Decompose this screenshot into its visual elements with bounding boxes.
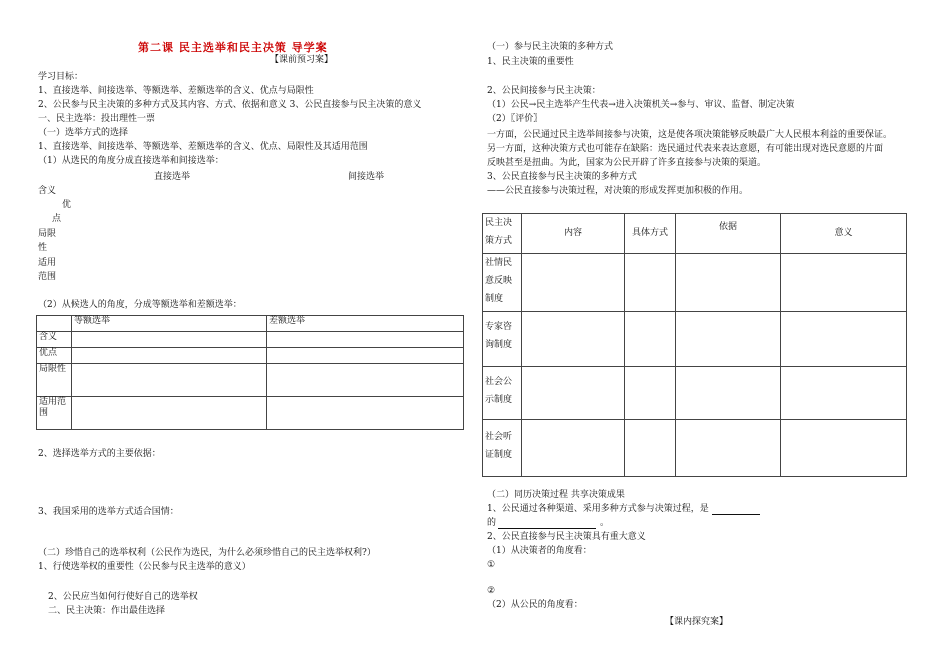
fill-blank[interactable]: [498, 519, 596, 529]
text-line: 1、行使选举权的重要性（公民参与民主选举的意义）: [38, 562, 251, 572]
table-row-label: 社情民意反映制度: [483, 254, 522, 312]
table-row-label: 优点: [37, 348, 72, 364]
answer-cell[interactable]: [72, 397, 267, 430]
answer-cell[interactable]: [676, 254, 781, 312]
answer-cell[interactable]: [522, 312, 625, 367]
text-fragment: 1、公民通过各种渠道、采用多种方式参与决策过程，是: [487, 504, 709, 514]
text-fragment: 的: [487, 518, 497, 528]
table-header: 具体方式: [625, 214, 676, 254]
answer-cell[interactable]: [72, 364, 267, 397]
fill-blank[interactable]: [712, 505, 760, 515]
text-line: 3、公民直接参与民主决策的多种方式: [487, 172, 637, 182]
table-row-label: 社会听证制度: [483, 420, 522, 477]
text-line: 1、直接选举、间接选举、等额选举、差额选举的含义、优点、局限性及其适用范围: [38, 142, 368, 152]
answer-cell[interactable]: [676, 420, 781, 477]
answer-cell[interactable]: [625, 367, 676, 420]
indirect-election-heading: 间接选举: [348, 172, 385, 182]
table-row-label: 社会公示制度: [483, 367, 522, 420]
text-line: 2、公民参与民主决策的多种方式及其内容、方式、依据和意义 3、公民直接参与民主决策的意义: [38, 100, 422, 110]
text-line: （1）公民→民主选举产生代表→进入决策机关→参与、审议、监督、制定决策: [487, 100, 795, 110]
table-row-label: 含义: [37, 332, 72, 348]
text-line: 一、民主选举：投出理性一票: [38, 114, 156, 124]
preview-subtitle: 【课前预习案】: [270, 55, 334, 65]
answer-cell[interactable]: [676, 367, 781, 420]
text-line: （1）从决策者的角度看：: [487, 546, 592, 556]
answer-cell[interactable]: [781, 312, 907, 367]
table-header: 差额选举: [267, 316, 464, 332]
text-line: 另一方面，这种决策方式也可能存在缺陷：选民通过代表来表达意愿，有可能出现对选民意愿的片面: [487, 144, 884, 154]
answer-cell[interactable]: [625, 254, 676, 312]
table-header: 依据: [676, 214, 781, 254]
text-line: （2）从公民的角度看：: [487, 600, 583, 610]
answer-cell[interactable]: [267, 397, 464, 430]
answer-cell[interactable]: [72, 348, 267, 364]
text-line: 2、公民应当如何行使好自己的选举权: [48, 592, 198, 602]
answer-cell[interactable]: [267, 348, 464, 364]
text-line: （一）选举方式的选择: [38, 128, 129, 138]
answer-cell[interactable]: [267, 364, 464, 397]
worksheet-title: 第二课 民主选举和民主决策 导学案: [138, 41, 328, 54]
text-line: ——公民直接参与决策过程，对决策的形成发挥更加积极的作用。: [487, 186, 749, 196]
table-row-label: 适用范围: [37, 397, 72, 430]
text-fragment: 。: [600, 518, 610, 528]
section-heading: （二）珍惜自己的选举权利（公民作为选民，为什么必须珍惜自己的民主选举权利?）: [38, 548, 376, 558]
table-header: 民主决策方式: [483, 214, 522, 254]
answer-cell[interactable]: [676, 312, 781, 367]
answer-cell[interactable]: [72, 332, 267, 348]
answer-cell[interactable]: [267, 332, 464, 348]
question-2: 2、选择选举方式的主要依据：: [38, 449, 161, 459]
answer-cell[interactable]: [522, 367, 625, 420]
answer-cell[interactable]: [781, 420, 907, 477]
text-line: （一）参与民主决策的多种方式: [487, 42, 614, 52]
text-line: （1）从选民的角度分成直接选举和间接选举：: [38, 156, 224, 166]
table2-intro: （2）从候选人的角度，分成等额选举和差额选举：: [38, 300, 242, 310]
table-header: [37, 316, 72, 332]
text-line: 2、公民直接参与民主决策具有重大意义: [487, 532, 646, 542]
text-line: [487, 518, 609, 529]
text-line: [487, 504, 760, 515]
text-line: 1、直接选举、间接选举、等额选举、差额选举的含义、优点与局限性: [38, 86, 314, 96]
text-line: 学习目标：: [38, 72, 84, 82]
text-line: 2、公民间接参与民主决策：: [487, 86, 601, 96]
table-row-label: 专家咨询制度: [483, 312, 522, 367]
table-row-label: 局限性: [37, 364, 72, 397]
row-label: 含义: [38, 186, 57, 196]
section-heading: （二）同历决策过程 共享决策成果: [487, 490, 625, 500]
row-label: 局限: [38, 229, 57, 239]
table-header: 意义: [781, 214, 907, 254]
row-label: 性: [38, 243, 48, 253]
answer-cell[interactable]: [522, 420, 625, 477]
part-heading: 二、民主决策：作出最佳选择: [48, 606, 166, 616]
row-label: 点: [52, 214, 62, 224]
decision-methods-table: [482, 213, 907, 477]
text-line: 1、民主决策的重要性: [487, 57, 574, 67]
inclass-footer: 【课内探究案】: [665, 617, 729, 627]
text-line: （2）〖评价〗: [487, 114, 543, 124]
direct-election-heading: 直接选举: [154, 172, 191, 182]
row-label: 范围: [38, 272, 57, 282]
text-line: 反映甚至是扭曲。为此，国家为公民开辟了许多直接参与决策的渠道。: [487, 158, 767, 168]
table-header: 内容: [522, 214, 625, 254]
table-header: 等额选举: [72, 316, 267, 332]
circled-number: ①: [487, 560, 496, 570]
text-line: 一方面，公民通过民主选举间接参与决策，这是使各项决策能够反映最广大人民根本利益的重要保证。: [487, 130, 893, 140]
row-label: 适用: [38, 258, 57, 268]
circled-number: ②: [487, 586, 496, 596]
question-3: 3、我国采用的选举方式适合国情：: [38, 507, 179, 517]
answer-cell[interactable]: [625, 312, 676, 367]
answer-cell[interactable]: [625, 420, 676, 477]
row-label: 优: [62, 200, 72, 210]
answer-cell[interactable]: [781, 254, 907, 312]
equal-vs-competitive-table: [36, 315, 464, 430]
answer-cell[interactable]: [522, 254, 625, 312]
answer-cell[interactable]: [781, 367, 907, 420]
